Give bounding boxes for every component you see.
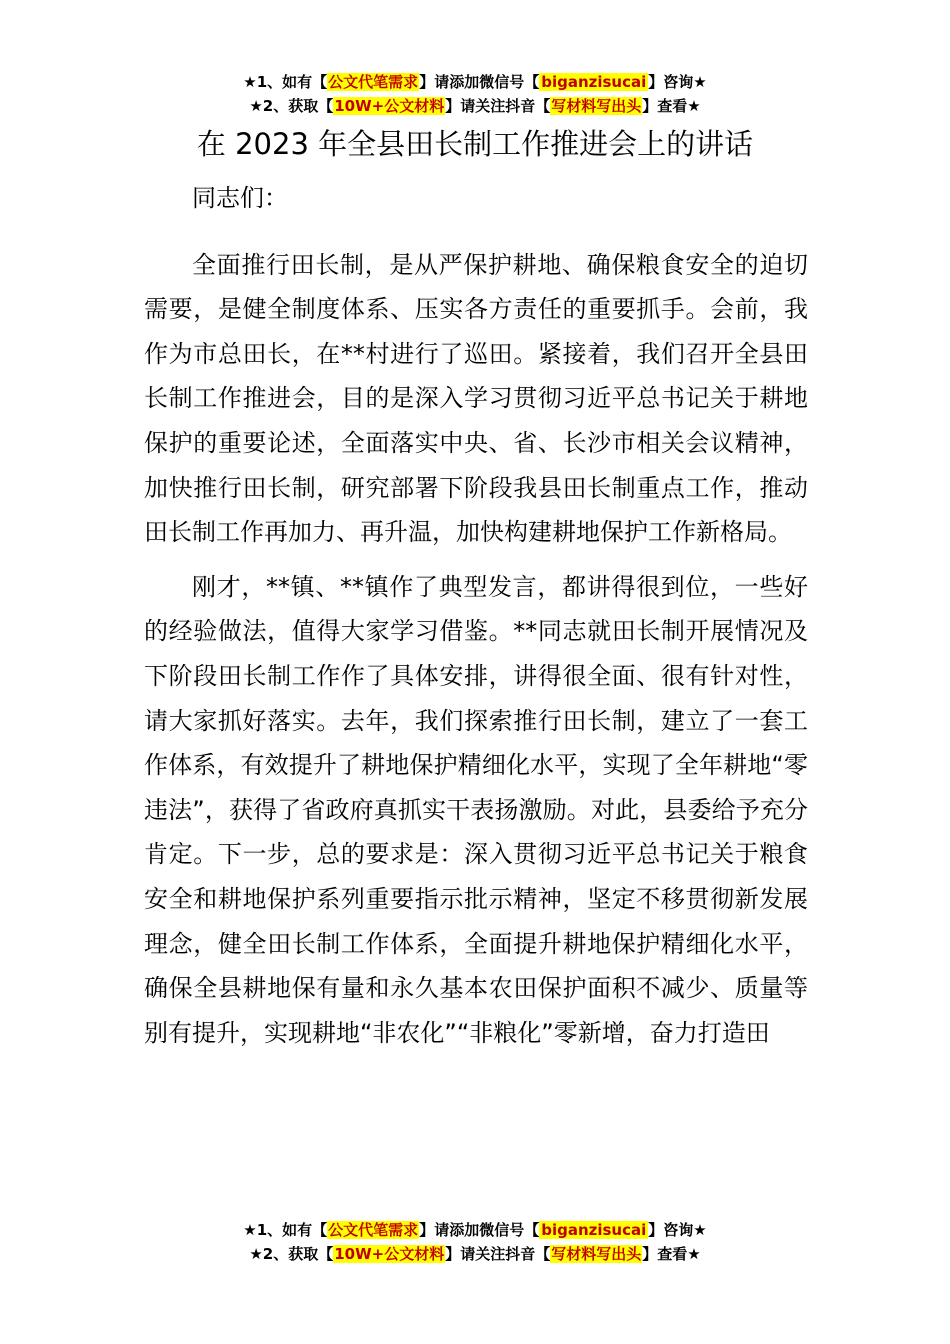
banner-line-1-highlight-1: 公文代笔需求 xyxy=(328,73,419,91)
footer-douyin-account: 写材料写出头 xyxy=(551,1245,642,1263)
paragraph-1: 全面推行田长制，是从严保护耕地、确保粮食安全的迫切需要，是健全制度体系、压实各方责任的重要抓手。会前，我作为市总田长，在**村进行了巡田。紧接着，我们召开全县田长制工作推进会，目的是深入学习贯彻习近平总书记关于耕地保护的重要论述，全面落实中央、省、长沙市相关会议精神，加快推行田长制，研究部署下阶段我县田长制重点工作，推动田长制工作再加力、再升温，加快构建耕地保护工作新格局。 xyxy=(144,250,808,547)
paragraph-2: 刚才，**镇、**镇作了典型发言，都讲得很到位，一些好的经验做法，值得大家学习借鉴。**同志就田长制开展情况及下阶段田长制工作作了具体安排，讲得很全面、很有针对性，请大家抓好落实。去年，我们探索推行田长制，建立了一套工作体系，有效提升了耕地保护精细化水平，实现了全年耕地“零违法”，获得了省政府真抓实干表扬激励。对此，县委给予充分肯定。下一步，总的要求是：深入贯彻习近平总书记关于粮食安全和耕地保护系列重要指示批示精神，坚定不移贯彻新发展理念，健全田长制工作体系，全面提升耕地保护精细化水平，确保全县耕地保有量和永久基本农田保护面积不减少、质量等别有提升，实现耕地“非农化”“非粮化”零新增，奋力打造田 xyxy=(144,572,808,1047)
banner-line-2-prefix: ★2、获取【 xyxy=(249,97,334,115)
footer-line-2-middle: 】请关注抖音【 xyxy=(445,1245,551,1263)
header-banner xyxy=(0,70,950,118)
document-body xyxy=(144,176,808,1065)
banner-line-1-middle: 】请添加微信号【 xyxy=(419,73,540,91)
banner-douyin-account: 写材料写出头 xyxy=(551,97,642,115)
banner-line-1-prefix: ★1、如有【 xyxy=(243,73,328,91)
banner-line-2-highlight-1: 10W+公文材料 xyxy=(334,97,445,115)
footer-line-1-highlight-1: 公文代笔需求 xyxy=(328,1221,419,1239)
banner-line-2-middle: 】请关注抖音【 xyxy=(445,97,551,115)
banner-wechat-id: biganzisucai xyxy=(541,73,647,91)
footer-banner xyxy=(0,1218,950,1266)
banner-line-2-suffix: 】查看★ xyxy=(642,97,701,115)
greeting: 同志们： xyxy=(192,184,288,212)
footer-line-2-suffix: 】查看★ xyxy=(642,1245,701,1263)
footer-wechat-id: biganzisucai xyxy=(541,1221,647,1239)
footer-line-1-middle: 】请添加微信号【 xyxy=(419,1221,540,1239)
footer-line-2-highlight-1: 10W+公文材料 xyxy=(334,1245,445,1263)
footer-line-1-suffix: 】咨询★ xyxy=(648,1221,707,1239)
footer-line-2-prefix: ★2、获取【 xyxy=(249,1245,334,1263)
banner-line-1-suffix: 】咨询★ xyxy=(648,73,707,91)
footer-banner-line-2 xyxy=(0,1242,950,1266)
footer-banner-line-1 xyxy=(0,1218,950,1242)
document-title: 在 2023 年全县田长制工作推进会上的讲话 xyxy=(196,127,754,161)
footer-line-1-prefix: ★1、如有【 xyxy=(243,1221,328,1239)
banner-line-1 xyxy=(0,70,950,94)
banner-line-2 xyxy=(0,94,950,118)
